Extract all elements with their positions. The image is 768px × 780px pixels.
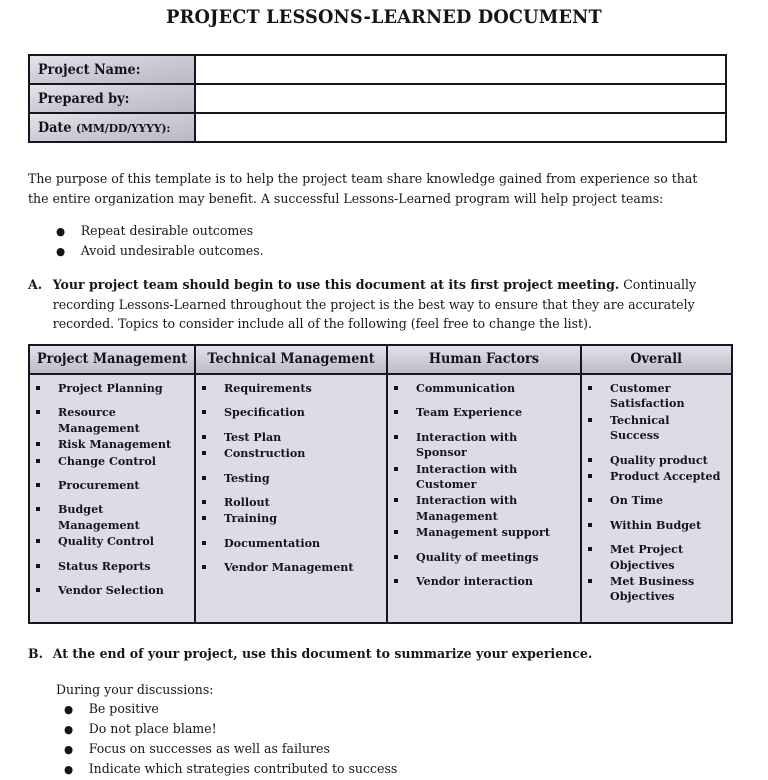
bullet-square-icon [202, 405, 224, 414]
bullet-square-icon [202, 471, 224, 480]
list-item [56, 242, 531, 262]
section-a-rest: Continually recording Lessons-Learned throughout the project is the best way to ensure that they are accurately recorded. Topics to consider include all of the following (feel free to change the list). [52, 278, 697, 332]
list-item-label: Vendor Selection [58, 583, 164, 598]
bullet-square-icon [36, 381, 58, 390]
list-item-label: Interaction with Customer [416, 461, 518, 492]
list-item-label: Customer Satisfaction [610, 381, 685, 411]
bullet-dot-icon: ● [64, 763, 74, 776]
topic-list-project-management [36, 381, 190, 598]
list-item [64, 760, 558, 780]
table-header-row [30, 346, 731, 375]
list-item-label: Avoid undesirable outcomes. [80, 244, 264, 259]
date-input[interactable] [204, 113, 729, 142]
list-item [36, 534, 190, 549]
field-cell-project-name[interactable] [195, 55, 726, 84]
section-b-marker: B. [28, 647, 43, 662]
list-item [202, 405, 382, 420]
list-item [394, 574, 576, 589]
list-item [588, 469, 727, 484]
page-title: PROJECT LESSONS-LEARNED DOCUMENT [166, 6, 602, 28]
list-item [202, 471, 382, 486]
list-item [588, 518, 727, 533]
list-item [202, 560, 382, 575]
list-item-label: Documentation [224, 535, 321, 550]
section-a-text [53, 276, 712, 335]
bullet-square-icon [36, 534, 58, 543]
list-item [64, 720, 558, 740]
bullet-square-icon [36, 502, 58, 511]
bullet-square-icon [394, 405, 416, 414]
section-a-marker: A. [28, 278, 43, 293]
list-item-label: Budget Management [58, 502, 140, 532]
list-item-label: Requirements [224, 381, 312, 395]
bullet-square-icon [394, 574, 416, 583]
bullet-square-icon [394, 525, 416, 534]
bullet-square-icon [588, 469, 610, 478]
bullet-square-icon [202, 381, 224, 390]
list-item-label: Interaction with Management [416, 493, 518, 523]
list-item-label: Management support [416, 525, 551, 540]
bullet-square-icon [588, 413, 610, 422]
list-item [202, 430, 382, 445]
discussion-label: During your discussions: [56, 683, 214, 698]
bullet-square-icon [394, 430, 416, 439]
list-item-label: Within Budget [610, 517, 702, 532]
list-item [202, 511, 382, 526]
bullet-square-icon [36, 478, 58, 487]
table-row [29, 113, 726, 142]
list-item-label: Interaction with Sponsor [416, 429, 518, 460]
list-item-label: Testing [224, 470, 270, 485]
list-item [36, 405, 190, 436]
bullet-square-icon [36, 437, 58, 446]
bullet-square-icon [36, 583, 58, 592]
list-item [64, 700, 558, 720]
list-item-label: Procurement [58, 478, 140, 493]
bullet-square-icon [36, 559, 58, 568]
list-item-label: On Time [610, 493, 664, 508]
bullet-square-icon [588, 453, 610, 462]
list-item [588, 381, 727, 412]
list-item-label: Risk Management [58, 437, 172, 452]
list-item [394, 550, 576, 565]
list-item-label: Be positive [88, 702, 159, 717]
bullet-dot-icon: ● [56, 245, 66, 258]
topic-list-human-factors [394, 381, 576, 589]
bullet-square-icon [36, 405, 58, 414]
list-item [56, 222, 531, 242]
bullet-square-icon [202, 511, 224, 520]
project-info-form [28, 54, 727, 143]
label-date-format: (MM/DD/YYYY): [75, 120, 171, 135]
list-item-label: Training [224, 511, 277, 526]
bullet-dot-icon: ● [64, 743, 74, 756]
lessons-topic-table [28, 344, 733, 624]
list-item-label: Quality Control [58, 534, 154, 549]
list-item [588, 542, 727, 573]
list-item-label: Technical Success [610, 412, 670, 443]
table-row [29, 55, 726, 84]
list-item [202, 381, 382, 396]
bullet-square-icon [394, 550, 416, 559]
list-item [394, 430, 576, 461]
table-row [29, 84, 726, 113]
bullet-dot-icon: ● [56, 225, 66, 238]
bullet-dot-icon: ● [64, 723, 74, 736]
list-item-label: Status Reports [58, 558, 151, 573]
list-item [394, 405, 576, 420]
list-item [588, 574, 727, 605]
list-item [36, 478, 190, 493]
list-item [588, 413, 727, 444]
section-b-heading: At the end of your project, use this document to summarize your experience. [52, 647, 593, 662]
section-a-bold-lead: Your project team should begin to use this document at its first project meeting. [52, 278, 620, 293]
topic-list-overall [588, 381, 727, 605]
label-date-main: Date [38, 119, 76, 136]
bullet-square-icon [588, 574, 610, 583]
list-item [36, 454, 190, 469]
section-a [28, 276, 712, 335]
list-item-label: Quality product [610, 452, 708, 467]
list-item [394, 525, 576, 540]
intro-bullet-list [56, 222, 531, 262]
list-item-label: Do not place blame! [88, 722, 217, 737]
list-item [36, 559, 190, 574]
list-item-label: Change Control [58, 453, 157, 468]
list-item [64, 740, 558, 760]
bullet-square-icon [394, 381, 416, 390]
list-item-label: Test Plan [224, 429, 282, 444]
field-cell-date[interactable] [195, 113, 726, 142]
list-item-label: Construction [224, 446, 306, 461]
list-item-label: Vendor Management [224, 560, 354, 575]
bullet-square-icon [588, 381, 610, 390]
list-item-label: Project Planning [58, 381, 163, 395]
list-item [36, 437, 190, 452]
list-item-label: Quality of meetings [416, 549, 539, 564]
list-item [588, 453, 727, 468]
list-item [394, 462, 576, 493]
section-b [28, 645, 712, 665]
field-cell-prepared-by[interactable] [195, 84, 726, 113]
list-item [36, 381, 190, 396]
column-header-overall: Overall [582, 346, 731, 375]
list-item [202, 495, 382, 510]
project-name-input[interactable] [204, 55, 729, 84]
section-b-bullet-list [64, 700, 558, 780]
list-item-label: Repeat desirable outcomes [80, 224, 254, 239]
bullet-square-icon [588, 518, 610, 527]
bullet-square-icon [202, 536, 224, 545]
prepared-by-input[interactable] [204, 84, 729, 113]
list-item-label: Indicate which strategies contributed to success [88, 762, 398, 777]
list-item-label: Focus on successes as well as failures [88, 742, 330, 757]
list-item [202, 536, 382, 551]
list-item [36, 583, 190, 598]
list-item-label: Rollout [224, 495, 270, 510]
list-item-label: Communication [416, 381, 516, 395]
column-header-technical-management: Technical Management [196, 346, 388, 375]
bullet-square-icon [588, 542, 610, 551]
cell-human-factors [388, 375, 582, 622]
bullet-square-icon [202, 446, 224, 455]
cell-technical-management [196, 375, 388, 622]
list-item-label: Team Experience [416, 405, 523, 420]
bullet-square-icon [36, 454, 58, 463]
list-item [394, 381, 576, 396]
bullet-square-icon [588, 493, 610, 502]
bullet-square-icon [202, 495, 224, 504]
list-item-label: Specification [224, 405, 305, 420]
label-date [29, 113, 195, 142]
label-project-name: Project Name: [29, 55, 195, 84]
topic-list-technical-management [202, 381, 382, 576]
bullet-square-icon [202, 560, 224, 569]
bullet-dot-icon: ● [64, 703, 74, 716]
bullet-square-icon [202, 430, 224, 439]
list-item-label: Resource Management [58, 405, 140, 435]
column-header-human-factors: Human Factors [388, 346, 582, 375]
list-item-label: Met Business Objectives [610, 574, 695, 604]
column-header-project-management: Project Management [30, 346, 196, 375]
list-item [202, 446, 382, 461]
list-item-label: Vendor interaction [416, 574, 534, 589]
cell-project-management [30, 375, 196, 622]
bullet-square-icon [394, 462, 416, 471]
list-item [588, 493, 727, 508]
intro-paragraph: The purpose of this template is to help the project team share knowledge gained from experience so that the entire organization may benefit. A successful Lessons-Learned program will help project teams: [28, 172, 698, 207]
list-item [394, 493, 576, 524]
cell-overall [582, 375, 731, 622]
list-item-label: Met Project Objectives [610, 542, 684, 572]
bullet-square-icon [394, 493, 416, 502]
table-row [30, 375, 731, 622]
list-item [36, 502, 190, 533]
list-item-label: Product Accepted [610, 469, 721, 484]
label-prepared-by: Prepared by: [29, 84, 195, 113]
